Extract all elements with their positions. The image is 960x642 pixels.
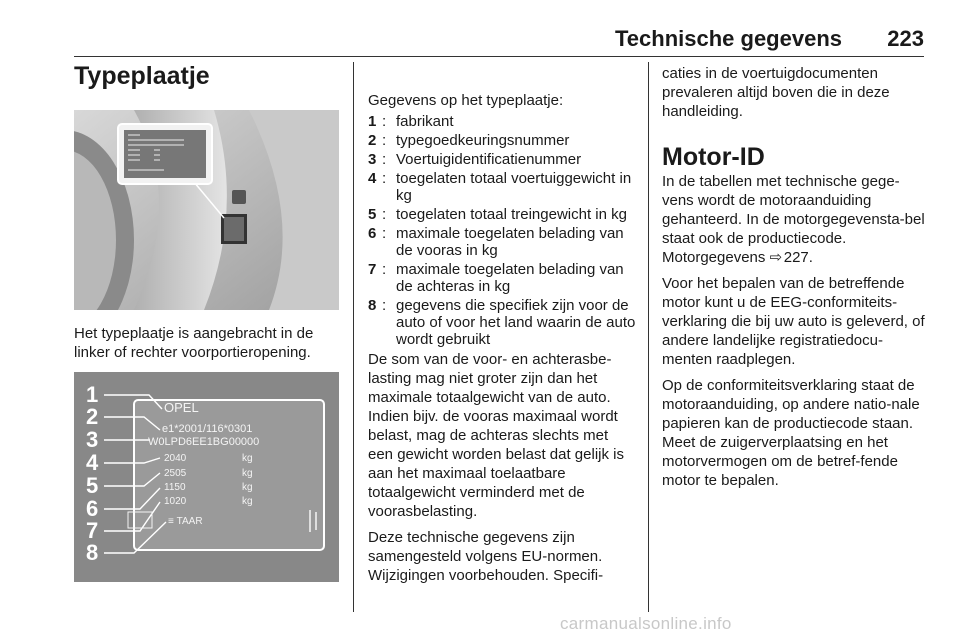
motor-id-paragraph-1: In de tabellen met technische gege-vens wordt de motoraanduiding gehanteerd. In de motorgegevensta-bel staat ook de productiecode. Motorgegevens ⇨ 227. xyxy=(662,173,925,266)
plate-line-vin: W0LPD6EE1BG00000 xyxy=(148,436,260,448)
plate-line-manufacturer: OPEL xyxy=(164,400,199,415)
axle-load-paragraph: De som van de voor- en achterasbe-lasting mag niet groter zijn dan het maximale totaalgewicht van de auto. Indien bijv. de vooras maximaal wordt belast, mag de achteras slechts met een gewicht worden belast dat gelijk is aan het maximaal toelaatbare totaalgewicht verminderd met de voorasbelasting. xyxy=(368,351,624,520)
legend-number: 5 xyxy=(368,206,377,223)
legend-item: 1 : fabrikant xyxy=(368,113,638,130)
motor-id-paragraph-2: Voor het bepalen van de betreffende motor kunt u de EEG-conformiteits-verklaring die bij uw auto is geleverd, of andere landelijke registratiedocu-menten raadplegen. xyxy=(662,275,925,368)
legend-number: 4 xyxy=(368,170,377,187)
legend-text: fabrikant xyxy=(396,113,454,130)
callout-number-3: 3 xyxy=(86,427,99,452)
plate-unit-2: kg xyxy=(242,468,253,479)
page-number: 223 xyxy=(887,26,924,51)
typeplaatje-caption: Het typeplaatje is aangebracht in de linker of rechter voorportieropening. xyxy=(74,325,314,361)
plate-line-weight-4: 1020 xyxy=(164,496,187,507)
header-rule xyxy=(74,56,924,57)
legend-number: 2 xyxy=(368,132,377,149)
cross-reference-arrow-icon: ⇨ xyxy=(769,249,783,266)
callout-number-7: 7 xyxy=(86,518,99,543)
column-divider-1 xyxy=(353,62,354,612)
legend-text: maximale toegelaten belading van de vooras in kg xyxy=(396,225,624,259)
continued-paragraph xyxy=(662,64,924,128)
legend-item: 2 : typegoedkeuringsnummer xyxy=(368,132,638,149)
type-plate-legend xyxy=(368,92,638,350)
callout-number-6: 6 xyxy=(86,496,99,521)
legend-text: toegelaten totaal treingewicht in kg xyxy=(396,206,627,223)
type-plate-diagram xyxy=(74,372,339,582)
legend-number: 8 xyxy=(368,297,377,314)
legend-number: 7 xyxy=(368,261,377,278)
legend-number: 1 xyxy=(368,113,377,130)
legend-item: 6 : maximale toegelaten belading van de vooras in kg xyxy=(368,225,638,259)
legend-item: 8 : gegevens die specifiek zijn voor de auto of voor het land waarin de auto wordt gebruikt xyxy=(368,297,638,348)
legend-text: toegelaten totaal voertuiggewicht in kg xyxy=(396,170,632,204)
middle-body-text xyxy=(368,350,636,592)
legend-text: Voertuigidentificatienummer xyxy=(396,151,582,168)
plate-unit-1: kg xyxy=(242,453,253,464)
legend-title: Gegevens op het typeplaatje: xyxy=(368,92,564,109)
plate-line-approval: e1*2001/116*0301 xyxy=(162,423,253,435)
callout-number-2: 2 xyxy=(86,404,99,429)
plate-line-weight-3: 1150 xyxy=(164,482,186,493)
continued-text: caties in de voertuigdocumenten prevaleren altijd boven die in deze handleiding. xyxy=(662,65,890,120)
section-title-typeplaatje: Typeplaatje xyxy=(74,62,210,90)
legend-item: 7 : maximale toegelaten belading van de achteras in kg xyxy=(368,261,638,295)
running-header-title: Technische gegevens xyxy=(614,26,842,51)
cross-reference-link[interactable]: Motorgegevens ⇨ 227. xyxy=(662,249,813,266)
door-pillar-photo xyxy=(74,110,339,310)
section-title-motor-id: Motor-ID xyxy=(662,143,765,171)
plate-line-country: ≡ TAAR xyxy=(168,516,203,527)
legend-item: 3 : Voertuigidentificatienummer xyxy=(368,151,638,168)
legend-text: gegevens die specifiek zijn voor de auto of voor het land waarin de auto wordt gebruikt xyxy=(396,297,636,348)
legend-item: 4 : toegelaten totaal voertuiggewicht in kg xyxy=(368,170,638,204)
eu-norms-paragraph: Deze technische gegevens zijn samengesteld volgens EU-normen. Wijzigingen voorbehouden. Specifi- xyxy=(368,529,604,584)
column-divider-2 xyxy=(648,62,649,612)
callout-number-1: 1 xyxy=(86,382,99,407)
legend-item: 5 : toegelaten totaal treingewicht in kg xyxy=(368,206,638,223)
legend-text: typegoedkeuringsnummer xyxy=(396,132,570,149)
callout-number-8: 8 xyxy=(86,540,99,565)
legend-text: maximale toegelaten belading van de achteras in kg xyxy=(396,261,624,295)
plate-unit-3: kg xyxy=(242,482,253,493)
plate-line-weight-2: 2505 xyxy=(164,468,187,479)
plate-unit-4: kg xyxy=(242,496,253,507)
motor-id-paragraph-3: Op de conformiteitsverklaring staat de motoraanduiding, op andere natio-nale papieren kan de productiecode staan. Meet de zuigerverplaatsing en het motorvermogen om de betref-fende motor te bepalen. xyxy=(662,377,920,489)
legend-number: 6 xyxy=(368,225,377,242)
legend-number: 3 xyxy=(368,151,377,168)
callout-number-5: 5 xyxy=(86,473,99,498)
watermark: carmanualsonline.info xyxy=(560,614,732,633)
callout-number-4: 4 xyxy=(86,450,99,475)
motor-id-body xyxy=(662,172,926,497)
plate-line-weight-1: 2040 xyxy=(164,453,187,464)
